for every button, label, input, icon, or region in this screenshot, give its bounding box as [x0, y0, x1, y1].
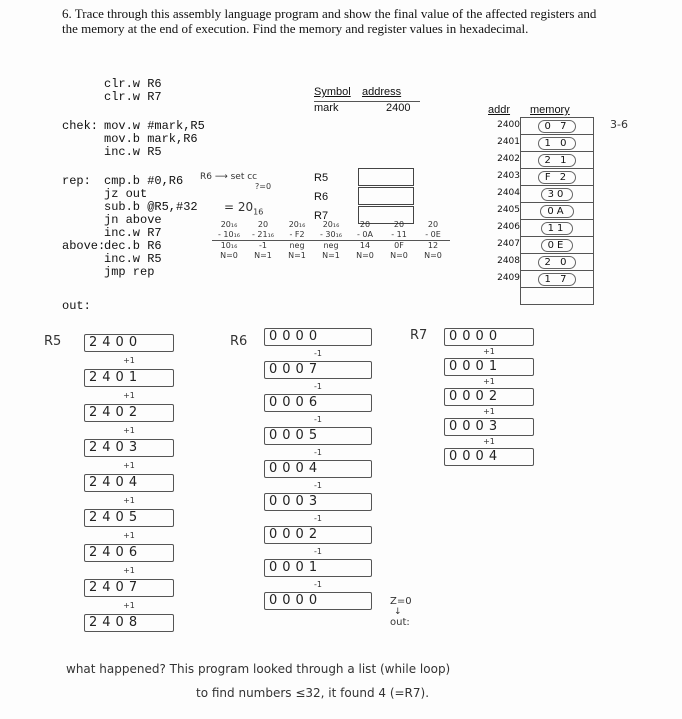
calc-a: 20: [257, 220, 269, 229]
memory-value: 1 7: [544, 273, 570, 285]
reg-label-r6: R6: [314, 191, 329, 203]
memory-address: 2407: [497, 239, 520, 249]
memory-row: [521, 254, 594, 271]
note-sub-base: 16: [253, 207, 264, 217]
memory-address: 2403: [497, 171, 520, 181]
program-code: jz out: [104, 187, 148, 201]
memory-address: 2404: [497, 188, 520, 198]
program-code: cmp.b #0,R6: [104, 174, 184, 188]
trace-step: -1: [314, 415, 322, 424]
trace-r6-label: R6: [230, 334, 248, 349]
memory-original: 3: [547, 188, 557, 200]
memory-value: A: [556, 205, 567, 217]
calc-b: - 21₁₆: [246, 230, 280, 241]
calc-column: [416, 220, 450, 261]
memory-row: [521, 220, 594, 237]
calc-r: 0F: [394, 241, 404, 250]
note-setcc: [200, 172, 271, 191]
memory-original: 1: [547, 222, 557, 234]
calc-f: N=1: [254, 251, 272, 260]
memory-original: 0: [547, 239, 558, 251]
program-code: clr.w R7: [104, 90, 162, 104]
question-text: 6. Trace through this assembly language program and show the final value of the affected registers and the memory at the end of execution. Find the memory and register values in hexadecimal.: [62, 6, 597, 36]
trace-r7: [444, 328, 534, 466]
memory-row: [521, 118, 594, 135]
trace-value: 0000: [264, 592, 372, 610]
program-code: sub.b @R5,#32: [104, 200, 198, 214]
trace-step: -1: [314, 382, 322, 391]
calc-column: [382, 220, 416, 261]
trace-step: +1: [483, 407, 495, 416]
calc-r: -1: [259, 241, 267, 250]
trace-value: 2400: [84, 334, 174, 352]
trace-step: +1: [483, 377, 495, 386]
trace-value: 0003: [444, 418, 534, 436]
trace-step: +1: [123, 601, 135, 610]
calc-column: [212, 220, 246, 261]
calc-a: 20₁₆: [288, 220, 306, 229]
calc-b: - F2: [280, 230, 314, 241]
trace-value: 2407: [84, 579, 174, 597]
program-code: mov.b mark,R6: [104, 132, 198, 146]
trace-step: +1: [483, 437, 495, 446]
trace-value: 0004: [264, 460, 372, 478]
memory-address: 2408: [497, 256, 520, 266]
memory-cell: [521, 220, 594, 237]
memory-row: [521, 271, 594, 288]
trace-r5: [84, 334, 174, 632]
trace-r7-label: R7: [410, 328, 428, 343]
memory-value: 2 0: [544, 256, 570, 268]
calc-b: - 30₁₆: [314, 230, 348, 241]
program-label: chek:: [62, 119, 99, 133]
memory-table: [474, 104, 634, 305]
trace-value: 0000: [264, 328, 372, 346]
trace-step: -1: [314, 448, 322, 457]
register-boxes: [314, 168, 328, 225]
trace-step: +1: [483, 347, 495, 356]
reg-box-r5: [358, 168, 414, 186]
calc-column: [246, 220, 280, 261]
calc-a: 20₁₆: [322, 220, 340, 229]
memory-cell: [521, 152, 594, 169]
calc-b: - 11: [382, 230, 416, 241]
trace-step: +1: [123, 531, 135, 540]
trace-value: 0002: [264, 526, 372, 544]
trace-value: 0003: [264, 493, 372, 511]
memory-cell: [521, 271, 594, 288]
symbol-table: [314, 86, 420, 116]
memory-address: 2409: [497, 273, 520, 283]
conclusion-line-2: to find numbers ≤32, it found 4 (=R7).: [196, 686, 430, 700]
memory-row: [521, 237, 594, 254]
memory-cell: [521, 254, 594, 271]
calc-a: 20: [393, 220, 405, 229]
memory-value: 1 0: [544, 137, 570, 149]
out-note-text: out:: [390, 617, 410, 628]
reg-label-r5: R5: [314, 172, 329, 184]
memory-value: E: [557, 239, 567, 251]
trace-value: 2406: [84, 544, 174, 562]
note-setcc-cond: ?=0: [255, 182, 272, 191]
calc-column: [314, 220, 348, 261]
trace-value: 2408: [84, 614, 174, 632]
trace-value: 0005: [264, 427, 372, 445]
memory-cell: [521, 203, 594, 220]
memory-row: [521, 152, 594, 169]
calc-b: - 0E: [416, 230, 450, 241]
note-setcc-text: R6 ⟶ set cc: [200, 172, 258, 182]
calc-column: [280, 220, 314, 261]
program-code: inc.w R5: [104, 145, 162, 159]
memory-row: [521, 135, 594, 152]
note-sub-text: = 20: [224, 200, 254, 214]
memory-cell: [521, 118, 594, 135]
program-line: [62, 146, 162, 159]
trace-value: 2401: [84, 369, 174, 387]
calc-f: N=0: [390, 251, 408, 260]
calc-f: N=1: [288, 251, 306, 260]
trace-step: -1: [314, 580, 322, 589]
address-header: address: [362, 86, 402, 98]
calc-r: neg: [289, 241, 305, 250]
trace-step: +1: [123, 356, 135, 365]
calc-f: N=0: [424, 251, 442, 260]
calc-r: neg: [323, 241, 339, 250]
conclusion-line-1: what happened? This program looked through a list (while loop): [66, 662, 451, 676]
memory-original: 0: [547, 205, 557, 217]
z-note: Z=0 ↓ out:: [390, 596, 412, 628]
program-code: clr.w R6: [104, 77, 162, 91]
out-label: out:: [62, 299, 91, 313]
calc-r: 14: [359, 241, 371, 250]
trace-value: 2403: [84, 439, 174, 457]
note-sub-value: [224, 200, 263, 216]
reg-box-r6: [358, 187, 414, 205]
trace-value: 0001: [444, 358, 534, 376]
calc-column: [348, 220, 382, 261]
symbol-mark-address: 2400: [386, 102, 411, 114]
trace-step: -1: [314, 481, 322, 490]
trace-value: 0007: [264, 361, 372, 379]
program-code: inc.w R5: [104, 252, 162, 266]
trace-r5-label: R5: [44, 334, 62, 349]
memory-address: 2405: [497, 205, 520, 215]
memory-address: 2401: [497, 137, 520, 147]
trace-value: 0001: [264, 559, 372, 577]
memory-value: 0: [557, 188, 567, 200]
memory-cell: [521, 169, 594, 186]
calc-f: N=0: [356, 251, 374, 260]
trace-step: -1: [314, 349, 322, 358]
memory-row: [521, 169, 594, 186]
trace-r6: [264, 328, 372, 610]
memory-cell: [521, 186, 594, 203]
calc-f: N=0: [220, 251, 238, 260]
calc-a: 20: [359, 220, 371, 229]
memory-addr-header: addr: [488, 104, 511, 116]
z-note-text: Z=0: [390, 596, 412, 607]
program-label: rep:: [62, 174, 91, 188]
program-code: dec.b R6: [104, 239, 162, 253]
calc-b: - 10₁₆: [212, 230, 246, 241]
trace-step: +1: [123, 426, 135, 435]
reg-label-r7: R7: [314, 210, 329, 222]
trace-value: 2405: [84, 509, 174, 527]
calc-columns: [212, 220, 452, 270]
memory-value: 1: [557, 222, 567, 234]
program-line: [62, 91, 162, 104]
trace-step: +1: [123, 496, 135, 505]
program-code: mov.w #mark,R5: [104, 119, 205, 133]
calc-a: 20₁₆: [220, 220, 238, 229]
memory-cell: [521, 135, 594, 152]
trace-value: 0002: [444, 388, 534, 406]
memory-row: [521, 186, 594, 203]
calc-f: N=1: [322, 251, 340, 260]
program-label: above:: [62, 239, 106, 253]
calc-a: 20: [427, 220, 439, 229]
memory-value: 2 1: [544, 154, 570, 166]
trace-step: -1: [314, 514, 322, 523]
memory-address: 2402: [497, 154, 520, 164]
trace-step: -1: [314, 547, 322, 556]
memory-address: 2400: [497, 120, 520, 130]
trace-step: +1: [123, 391, 135, 400]
trace-step: +1: [123, 461, 135, 470]
trace-value: 0006: [264, 394, 372, 412]
calc-r: 12: [427, 241, 439, 250]
program-line: [62, 266, 154, 279]
symbol-header: Symbol: [314, 86, 351, 98]
calc-r: 10₁₆: [220, 241, 238, 250]
memory-cell-empty: [521, 288, 594, 305]
memory-value: F 2: [544, 171, 570, 183]
program-code: jmp rep: [104, 265, 155, 279]
memory-value: 0 7: [544, 120, 570, 132]
memory-address: 2406: [497, 222, 520, 232]
program-code: inc.w R7: [104, 226, 162, 240]
memory-value-header: memory: [530, 104, 570, 116]
memory-row: [521, 203, 594, 220]
calc-b: - 0A: [348, 230, 382, 241]
program-code: jn above: [104, 213, 162, 227]
trace-value: 0004: [444, 448, 534, 466]
memory-cell: [521, 237, 594, 254]
memory-side-note: 3-6: [610, 118, 628, 131]
trace-value: 0000: [444, 328, 534, 346]
trace-step: +1: [123, 566, 135, 575]
symbol-mark: mark: [314, 102, 339, 114]
trace-value: 2404: [84, 474, 174, 492]
trace-value: 2402: [84, 404, 174, 422]
